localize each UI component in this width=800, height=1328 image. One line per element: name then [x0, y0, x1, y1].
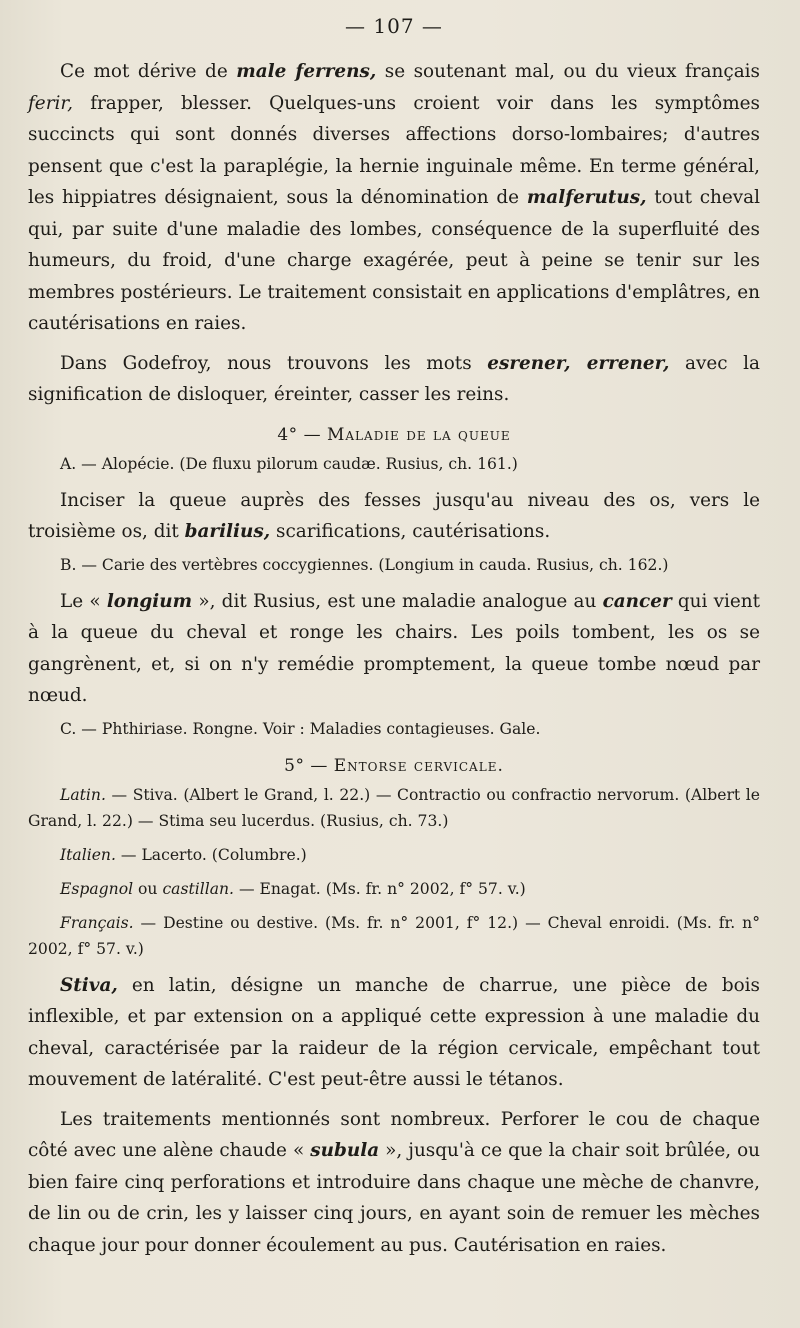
text: Le « — [60, 590, 107, 612]
text: se soutenant mal, ou du vieux français — [376, 61, 760, 82]
paragraph-inciser — [28, 485, 760, 548]
text: frapper, blesser. Quelques-uns croient voir dans les symptômes succincts qui sont donnés diverses affections dorso-lombaires; d'autres pensent que c'est la paraplégie, la hernie inguinale même. En terme général, les hippiatres désignaient, sous la dénomination de — [28, 92, 760, 208]
text: — Lacerto. (Columbre.) — [115, 845, 307, 864]
paragraph-male-ferrens — [28, 56, 760, 340]
section-heading-4 — [28, 425, 760, 445]
language-label: Français. — [60, 913, 134, 932]
paragraph-stiva — [28, 970, 760, 1096]
term-cancer: cancer — [602, 590, 672, 612]
term-esrener: esrener, errener, — [487, 352, 670, 374]
section-title: Maladie de la queue — [326, 424, 511, 445]
text: qui vient à la queue du cheval et ronge les chairs. Les poils tombent, les os se gangrènent, et, si on n'y remédie promptement, la queue tombe nœud par nœud. — [28, 590, 760, 706]
text: Les traitements mentionnés sont nombreux. Perforer le cou de chaque côté avec une alène chaude « — [28, 1108, 760, 1161]
term-barilius: barilius, — [184, 521, 271, 542]
term-male-ferrens: male ferrens, — [236, 61, 377, 82]
language-label: Espagnol — [60, 879, 134, 898]
entry-b: B. — Carie des vertèbres coccygiennes. (Longium in cauda. Rusius, ch. 162.) — [60, 555, 669, 574]
section-title: Entorse cervicale. — [333, 755, 504, 776]
text: », jusqu'à ce que la chair soit brûlée, ou bien faire cinq perforations et introduire dans chaque une mèche de chanvre, de lin ou de crin, les y laisser cinq jours, en ayant soin de remuer les mèches chaque jour pour donner écoulement au pus. Cautérisation en raies. — [28, 1140, 760, 1256]
paragraph-longium — [28, 586, 760, 712]
entry-francais — [28, 910, 760, 962]
text: — Destine ou destive. (Ms. fr. n° 2001, f° 12.) — Cheval enroidi. (Ms. fr. n° 2002, f° 57. v.) — [28, 913, 760, 958]
entry-a: A. — Alopécie. (De fluxu pilorum caudæ. Rusius, ch. 161.) — [60, 454, 518, 473]
text: ou — [133, 879, 163, 898]
paragraph-godefroy — [28, 348, 760, 411]
text: scarifications, cautérisations. — [270, 521, 551, 542]
page-number: — 107 — — [345, 14, 443, 38]
text: — Stiva. (Albert le Grand, l. 22.) — Contractio ou confractio nervorum. (Albert le Grand, l. 22.) — Stima seu lucerdus. (Rusius, ch. 73.) — [28, 785, 760, 830]
section-number: 5° — — [284, 755, 334, 776]
term-malferutus: malferutus, — [526, 187, 647, 208]
text: tout cheval qui, par suite d'une maladie des lombes, conséquence de la superfluité des humeurs, du froid, d'une charge exagérée, peut à peine se tenir sur les membres postérieurs. Le traitement consistait en applications d'emplâtres, en cautérisations en raies. — [28, 187, 760, 334]
text: », dit Rusius, est une maladie analogue au — [192, 590, 603, 612]
section-heading-5 — [28, 756, 760, 776]
text: avec la signification de disloquer, éreinter, casser les reins. — [28, 352, 761, 405]
paragraph-traitements — [28, 1104, 760, 1262]
entry-italien — [28, 842, 760, 868]
entry-c: C. — Phthiriase. Rongne. Voir : Maladies contagieuses. Gale. — [60, 719, 541, 738]
term-longium: longium — [106, 590, 193, 612]
text: — Enagat. (Ms. fr. n° 2002, f° 57. v.) — [234, 879, 526, 898]
section-number: 4° — — [277, 424, 327, 445]
language-label: Latin. — [60, 785, 106, 804]
language-label: Italien. — [60, 845, 116, 864]
text: Ce mot dérive de — [60, 61, 237, 82]
text: Inciser la queue auprès des fesses jusqu'au niveau des os, vers le troisième os, dit — [28, 489, 760, 542]
text: Dans Godefroy, nous trouvons les mots — [60, 352, 488, 374]
entry-espagnol — [28, 876, 760, 902]
term-stiva: Stiva, — [60, 974, 118, 996]
entry-latin — [28, 782, 760, 834]
language-label: castillan. — [162, 879, 234, 898]
term-subula: subula — [310, 1140, 380, 1161]
text: en latin, désigne un manche de charrue, une pièce de bois inflexible, et par extension on a appliqué cette expression à une maladie du cheval, caractérisée par la raideur de la région cervicale, empêchant tout mouvement de latéralité. C'est peut-être aussi le tétanos. — [28, 974, 760, 1090]
term-ferir: ferir, — [28, 92, 73, 114]
